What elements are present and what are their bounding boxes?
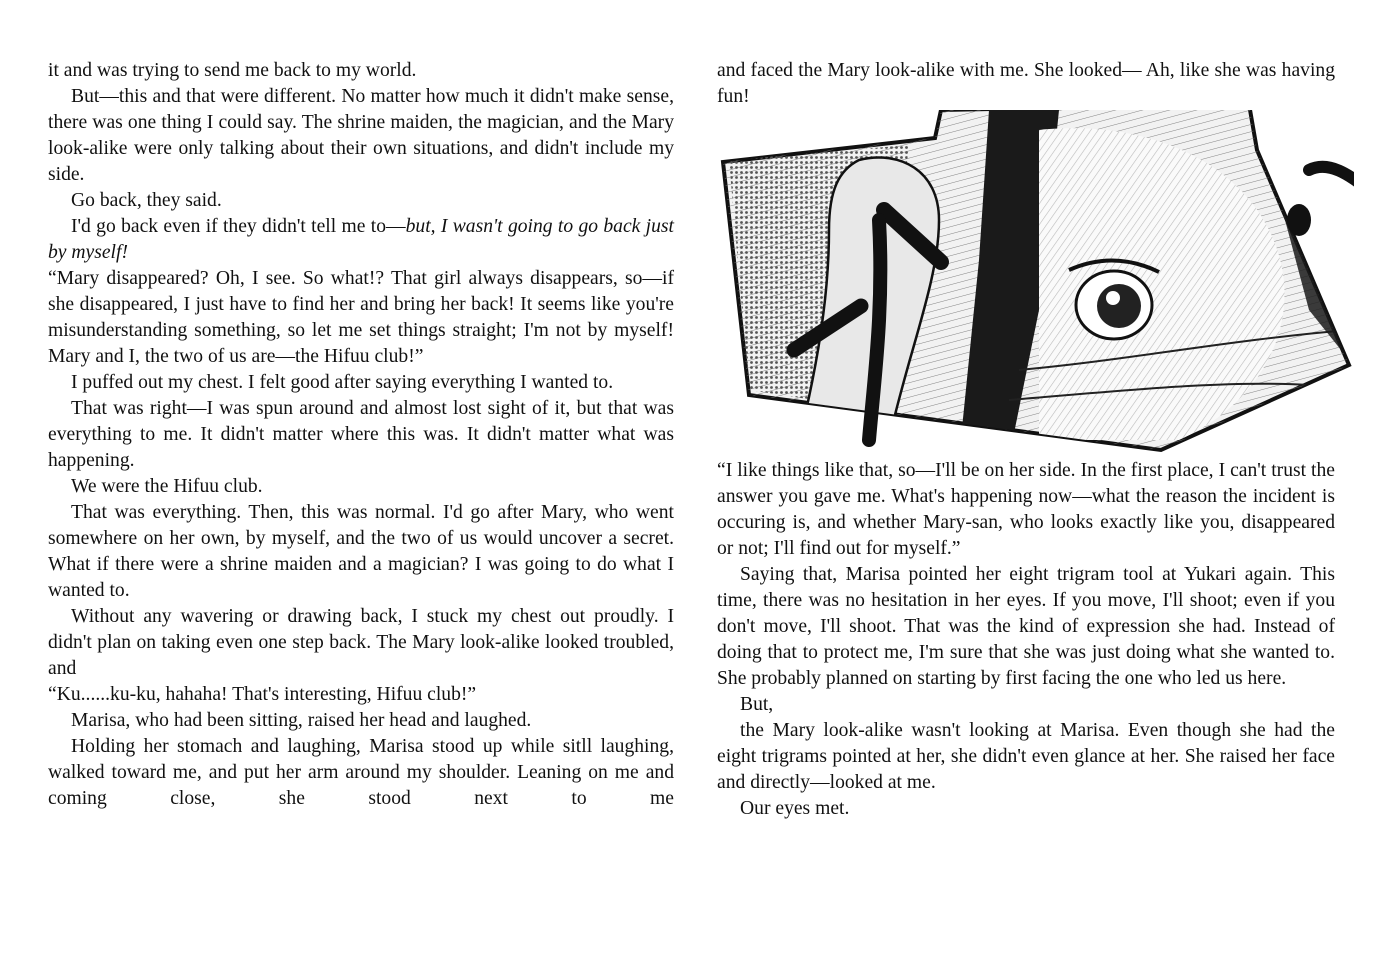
paragraph: Saying that, Marisa pointed her eight trigram tool at Yukari again. This time, there was no hesitation in her eyes. If you move, I'll shoot; even if you don't move, I'll shoot. That was the kind of expression she had. Instead of doing that to protect me, I'm sure that she was just doing what she wanted to. She probably planned on starting by first facing the one who led us here. xyxy=(717,564,1335,689)
paragraph: But, xyxy=(740,694,774,715)
paragraph: I puffed out my chest. I felt good after saying everything I wanted to. xyxy=(71,372,614,393)
paragraph: Without any wavering or drawing back, I stuck my chest out proudly. I didn't plan on taking even one step back. The Mary look-alike looked troubled, and xyxy=(48,606,674,679)
paragraph-text: I'd go back even if they didn't tell me to— xyxy=(71,216,406,237)
right-column xyxy=(717,58,1335,822)
italic-text: but, I wasn't going to go back just by myself! xyxy=(48,216,674,263)
paragraph: and faced the Mary look-alike with me. She looked— Ah, like she was having fun! xyxy=(717,60,1335,107)
paragraph: Our eyes met. xyxy=(740,798,850,819)
paragraph: the Mary look-alike wasn't looking at Marisa. Even though she had the eight trigrams pointed at her, she didn't even glance at her. She raised her face and directly—looked at me. xyxy=(717,720,1335,793)
dialogue-paragraph: “I like things like that, so—I'll be on her side. In the first place, I can't trust the answer you gave me. What's happening now—what the reason the incident is occuring is, and whether Mary-san, who looks exactly like you, disappeared or not; I'll find out for myself.” xyxy=(717,460,1335,559)
paragraph xyxy=(48,214,674,266)
paragraph: We were the Hifuu club. xyxy=(71,476,263,497)
dialogue-paragraph: “Mary disappeared? Oh, I see. So what!? That girl always disappears, so—if she disappeared, I just have to find her and bring her back! It seems like you're misunderstanding something, so let me set things straight; I'm not by myself! Mary and I, the two of us are—the Hifuu club!” xyxy=(48,268,674,367)
manga-illustration-icon xyxy=(709,110,1354,458)
paragraph: But—this and that were different. No matter how much it didn't make sense, there was one thing I could say. The shrine maiden, the magician, and the Mary look-alike were only talking about their own situations, and didn't include my side. xyxy=(48,86,674,185)
paragraph: Holding her stomach and laughing, Marisa stood up while sitll laughing, walked toward me, and put her arm around my shoulder. Leaning on me and coming close, she stood next to me xyxy=(48,736,674,809)
paragraph: Go back, they said. xyxy=(71,190,222,211)
left-column xyxy=(48,58,674,812)
dialogue-paragraph: “Ku......ku-ku, hahaha! That's interesting, Hifuu club!” xyxy=(48,684,477,705)
paragraph: Marisa, who had been sitting, raised her head and laughed. xyxy=(71,710,532,731)
paragraph: it and was trying to send me back to my world. xyxy=(48,60,417,81)
paragraph: That was right—I was spun around and almost lost sight of it, but that was everything to me. It didn't matter where this was. It didn't matter what was happening. xyxy=(48,398,674,471)
paragraph: That was everything. Then, this was normal. I'd go after Mary, who went somewhere on her own, by myself, and the two of us would uncover a secret. What if there were a shrine maiden and a magician? I was going to do what I wanted to. xyxy=(48,502,674,601)
